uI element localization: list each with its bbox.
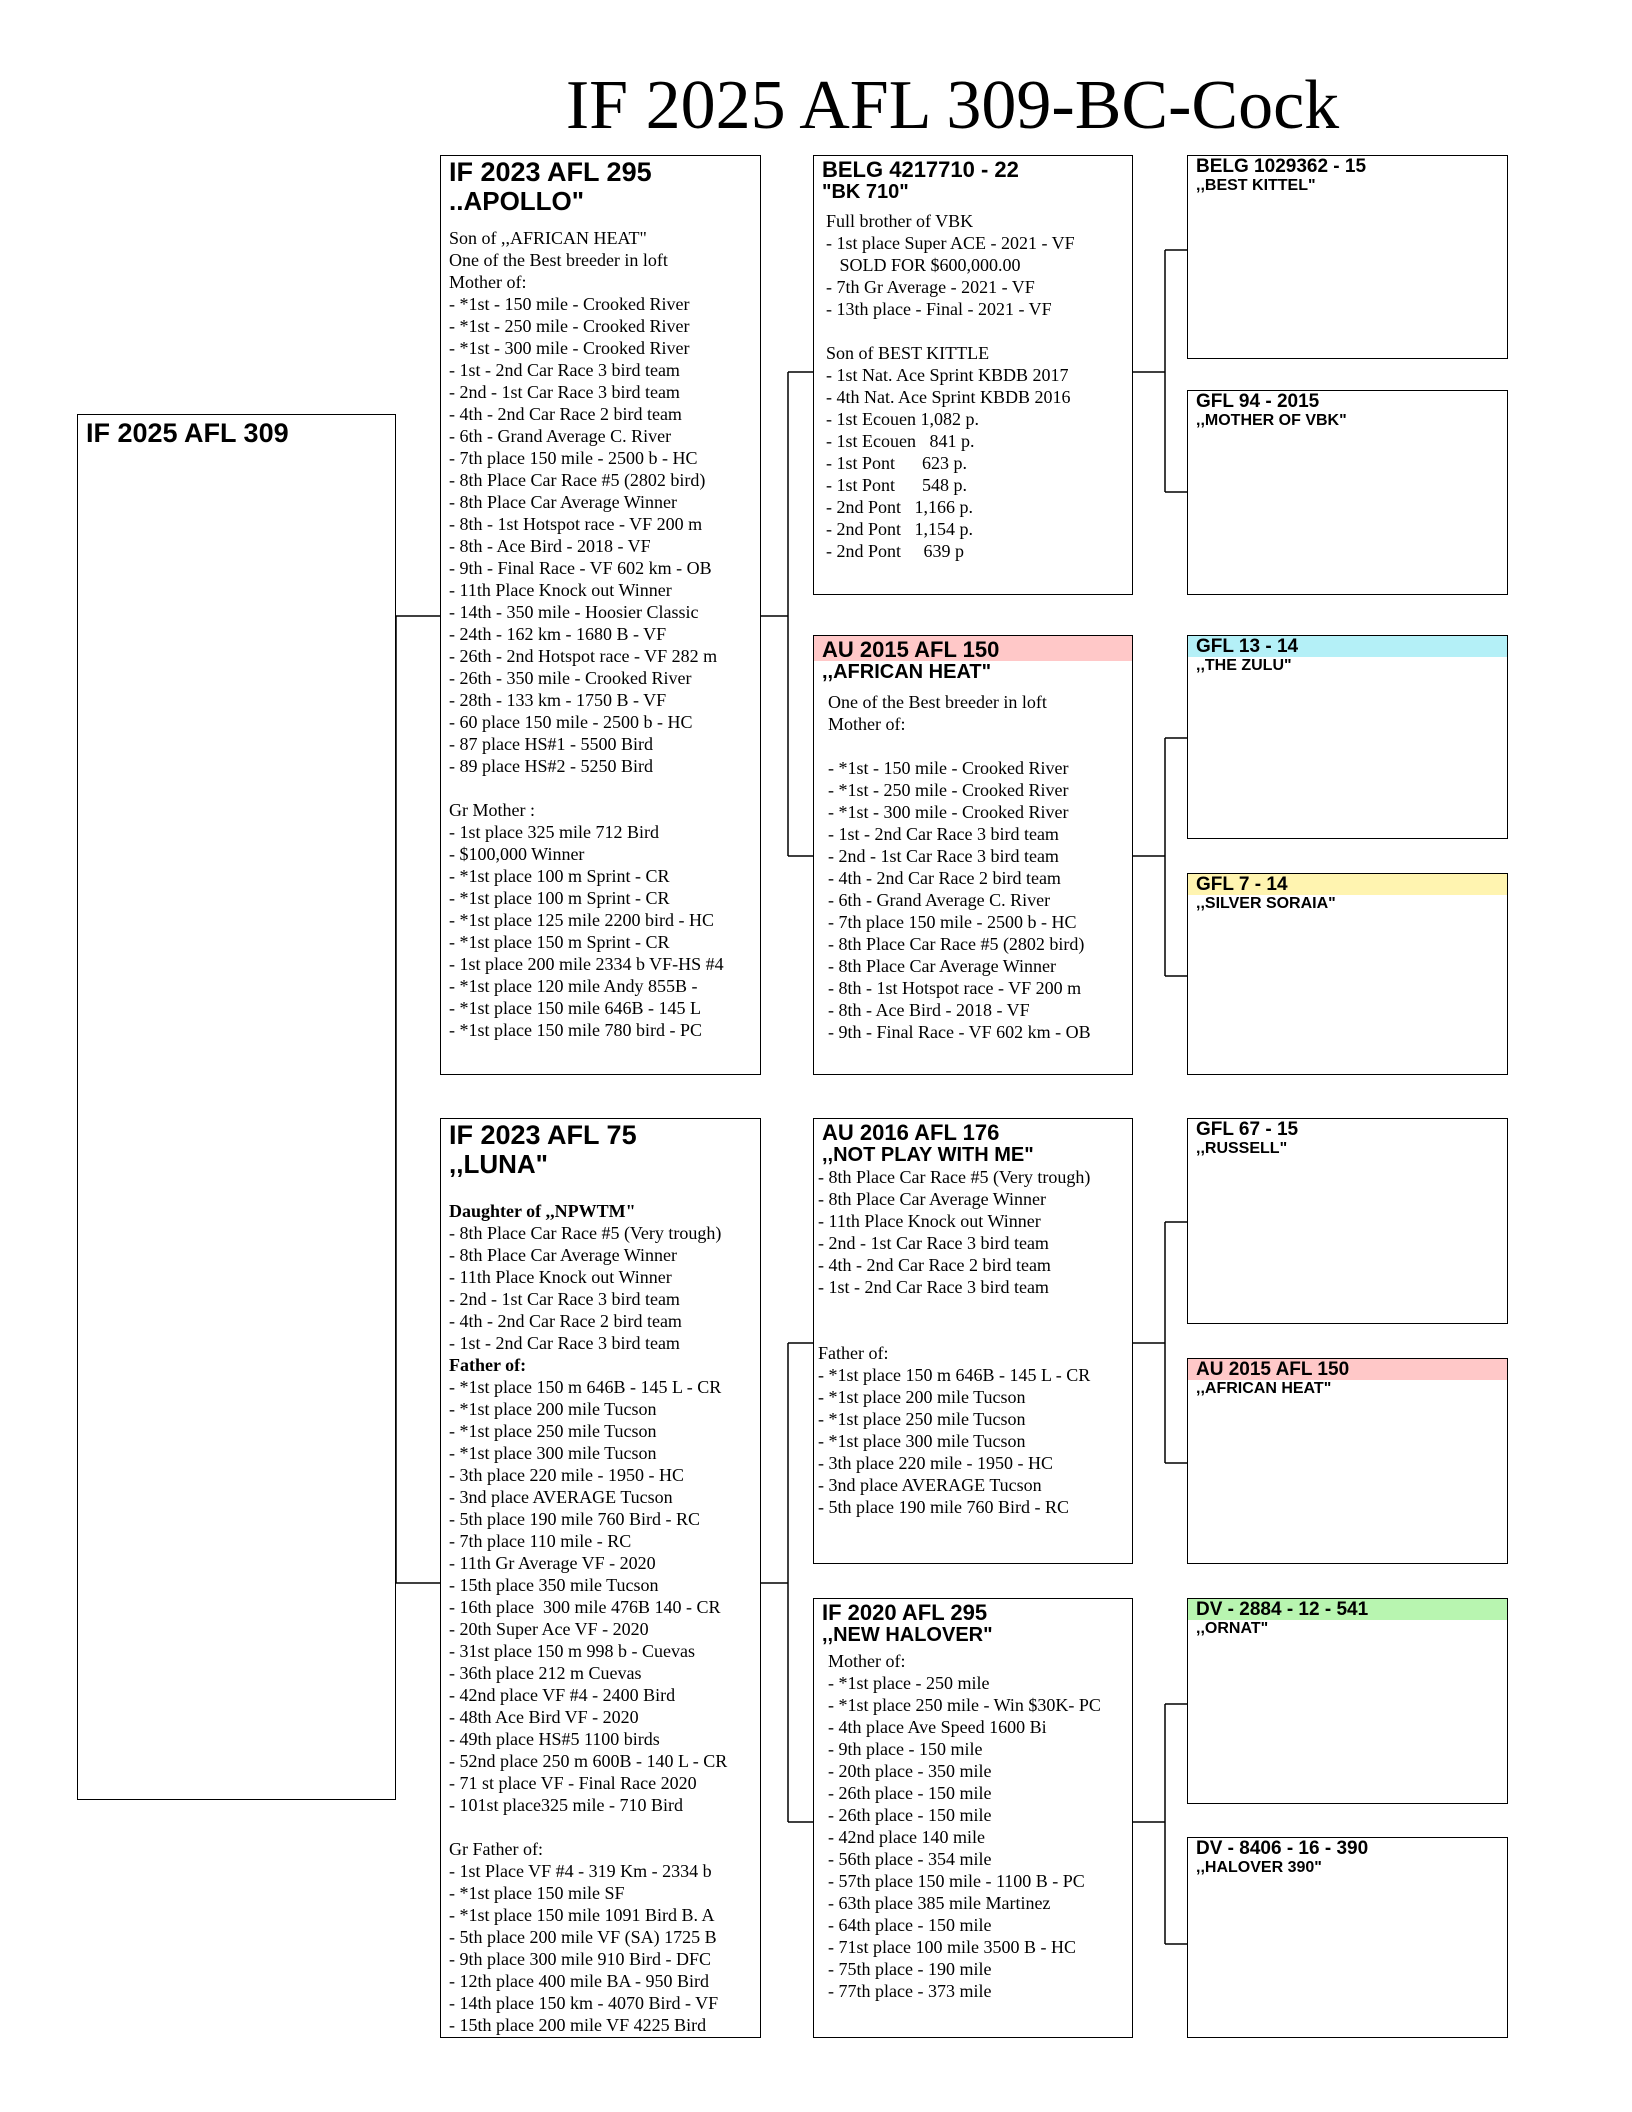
- ggp-box: [1187, 635, 1508, 839]
- note-line: - *1st place 150 mile SF: [449, 1883, 625, 1903]
- note-line: Full brother of VBK: [826, 211, 974, 231]
- gp-ring-number: IF 2020 AFL 295: [822, 1600, 988, 1625]
- note-line: [449, 777, 760, 799]
- note-line: - 8th Place Car Average Winner: [449, 492, 678, 512]
- note-line: - 36th place 212 m Cuevas: [449, 1663, 642, 1683]
- note-line: Gr Mother :: [449, 800, 535, 820]
- gp-name: ,,NEW HALOVER": [822, 1624, 993, 1646]
- note-line: - 3th place 220 mile - 1950 - HC: [449, 1465, 684, 1485]
- note-line: - 2nd Pont 1,166 p.: [826, 497, 974, 517]
- note-line: - 2nd - 1st Car Race 3 bird team: [818, 1233, 1049, 1253]
- note-line: - *1st place 300 mile Tucson: [449, 1443, 657, 1463]
- note-line: One of the Best breeder in loft: [449, 250, 668, 270]
- note-line: - 1st - 2nd Car Race 3 bird team: [818, 1277, 1049, 1297]
- note-line: - *1st place 250 mile - Win $30K- PC: [828, 1695, 1101, 1715]
- gp-name: ,,NOT PLAY WITH ME": [822, 1144, 1034, 1166]
- note-line: - 1st place 325 mile 712 Bird: [449, 822, 659, 842]
- gp-ring-number: AU 2016 AFL 176: [822, 1120, 1000, 1145]
- note-line: - 63th place 385 mile Martinez: [828, 1893, 1051, 1913]
- note-line: - 1st Nat. Ace Sprint KBDB 2017: [826, 365, 1069, 385]
- note-line: - *1st place 150 m Sprint - CR: [449, 932, 670, 952]
- ggp-box: [1187, 1358, 1508, 1564]
- ggp-box: [1187, 1118, 1508, 1324]
- note-line: - 4th - 2nd Car Race 2 bird team: [828, 868, 1061, 888]
- ggp-box: [1187, 390, 1508, 595]
- note-line: Father of:: [818, 1343, 889, 1363]
- ggp-box: [1187, 873, 1508, 1075]
- note-line: - 5th place 200 mile VF (SA) 1725 B: [449, 1927, 717, 1947]
- ggp-ring-number: GFL 94 - 2015: [1196, 391, 1320, 412]
- note-line: - 15th place 350 mile Tucson: [449, 1575, 659, 1595]
- note-line: - 9th - Final Race - VF 602 km - OB: [828, 1022, 1091, 1042]
- note-line: - 8th Place Car Race #5 (2802 bird): [449, 470, 706, 490]
- gp-notes: [814, 1166, 1132, 1518]
- ggp-ring-number: GFL 67 - 15: [1196, 1119, 1299, 1140]
- note-line: SOLD FOR $600,000.00: [826, 255, 1021, 275]
- note-line: - 28th - 133 km - 1750 B - VF: [449, 690, 667, 710]
- gp-ring-number: AU 2015 AFL 150: [814, 636, 1132, 661]
- ggp-ring-number: DV - 8406 - 16 - 390: [1196, 1838, 1369, 1859]
- page-title: IF 2025 AFL 309-BC-Cock: [565, 67, 1340, 144]
- ggp-name: ,,RUSSELL": [1196, 1140, 1288, 1157]
- note-line: - 13th place - Final - 2021 - VF: [826, 299, 1052, 319]
- gp-name: ,,AFRICAN HEAT": [822, 661, 992, 683]
- note-line: - 6th - Grand Average C. River: [449, 426, 672, 446]
- note-line: - 14th - 350 mile - Hoosier Classic: [449, 602, 699, 622]
- note-line: - 31st place 150 m 998 b - Cuevas: [449, 1641, 695, 1661]
- ggp-box: [1187, 1598, 1508, 1804]
- note-line: - 1st - 2nd Car Race 3 bird team: [828, 824, 1059, 844]
- note-line: - 8th Place Car Average Winner: [818, 1189, 1047, 1209]
- note-line: - 9th place 300 mile 910 Bird - DFC: [449, 1949, 711, 1969]
- note-line: [826, 320, 1132, 342]
- note-line: - 1st Pont 623 p.: [826, 453, 968, 473]
- note-line: - 4th - 2nd Car Race 2 bird team: [818, 1255, 1051, 1275]
- note-line: - *1st place 150 mile 646B - 145 L: [449, 998, 701, 1018]
- sire-ring-number: IF 2023 AFL 295: [449, 157, 652, 187]
- note-line: - 8th Place Car Race #5 (2802 bird): [828, 934, 1085, 954]
- note-line: Mother of:: [449, 272, 527, 292]
- gp-ring-number: BELG 4217710 - 22: [822, 157, 1019, 182]
- note-line: - 8th Place Car Race #5 (Very trough): [449, 1223, 722, 1243]
- note-line: - 8th - Ace Bird - 2018 - VF: [828, 1000, 1030, 1020]
- ggp-box: [1187, 155, 1508, 359]
- note-line: Son of ,,AFRICAN HEAT": [449, 228, 647, 248]
- gp-notes: [814, 1650, 1132, 2002]
- note-line: - *1st place 100 m Sprint - CR: [449, 888, 670, 908]
- note-line: - 16th place 300 mile 476B 140 - CR: [449, 1597, 721, 1617]
- note-line: One of the Best breeder in loft: [828, 692, 1047, 712]
- ggp-name: ,,THE ZULU": [1196, 657, 1292, 674]
- note-line: - 101st place325 mile - 710 Bird: [449, 1795, 683, 1815]
- note-line: Daughter of ,,NPWTM": [449, 1201, 636, 1221]
- note-line: - 1st - 2nd Car Race 3 bird team: [449, 1333, 680, 1353]
- ggp-name: ,,SILVER SORAIA": [1196, 895, 1336, 912]
- note-line: - *1st place 100 m Sprint - CR: [449, 866, 670, 886]
- note-line: - *1st place 250 mile Tucson: [818, 1409, 1026, 1429]
- note-line: - 8th Place Car Average Winner: [828, 956, 1057, 976]
- note-line: - *1st - 300 mile - Crooked River: [449, 338, 690, 358]
- note-line: - 52nd place 250 m 600B - 140 L - CR: [449, 1751, 728, 1771]
- note-line: - *1st - 250 mile - Crooked River: [449, 316, 690, 336]
- note-line: - 20th Super Ace VF - 2020: [449, 1619, 649, 1639]
- note-line: - 8th - Ace Bird - 2018 - VF: [449, 536, 651, 556]
- note-line: - *1st place 200 mile Tucson: [449, 1399, 657, 1419]
- note-line: - 8th Place Car Race #5 (Very trough): [818, 1167, 1091, 1187]
- note-line: - 2nd - 1st Car Race 3 bird team: [449, 382, 680, 402]
- note-line: - 1st Pont 548 p.: [826, 475, 968, 495]
- note-line: Mother of:: [828, 714, 906, 734]
- note-line: - 26th - 350 mile - Crooked River: [449, 668, 692, 688]
- note-line: - 26th place - 150 mile: [828, 1783, 992, 1803]
- granddam-sire-box: [813, 635, 1133, 1075]
- note-line: - 3nd place AVERAGE Tucson: [449, 1487, 673, 1507]
- ggp-name: ,,BEST KITTEL": [1196, 177, 1316, 194]
- note-line: - 3nd place AVERAGE Tucson: [818, 1475, 1042, 1495]
- note-line: - *1st place 120 mile Andy 855B -: [449, 976, 698, 996]
- note-line: - *1st place 150 m 646B - 145 L - CR: [449, 1377, 722, 1397]
- subject-ring-number: IF 2025 AFL 309: [86, 418, 289, 448]
- note-line: - 42nd place VF #4 - 2400 Bird: [449, 1685, 676, 1705]
- subject-box: [77, 414, 396, 1800]
- grandsire-dam-box: [813, 1118, 1133, 1564]
- note-line: - 8th - 1st Hotspot race - VF 200 m: [449, 514, 703, 534]
- note-line: [449, 1816, 760, 1838]
- note-line: - 7th Gr Average - 2021 - VF: [826, 277, 1035, 297]
- gp-notes: [814, 210, 1132, 562]
- granddam-dam-box: [813, 1598, 1133, 2038]
- note-line: - $100,000 Winner: [449, 844, 585, 864]
- note-line: - *1st - 150 mile - Crooked River: [449, 294, 690, 314]
- note-line: - 11th Gr Average VF - 2020: [449, 1553, 656, 1573]
- gp-name: "BK 710": [822, 181, 909, 203]
- note-line: - 11th Place Knock out Winner: [449, 580, 672, 600]
- ggp-name: ,,MOTHER OF VBK": [1196, 412, 1347, 429]
- note-line: - 2nd Pont 1,154 p.: [826, 519, 974, 539]
- note-line: - 4th place Ave Speed 1600 Bi: [828, 1717, 1047, 1737]
- note-line: - 1st place Super ACE - 2021 - VF: [826, 233, 1075, 253]
- ggp-name: ,,AFRICAN HEAT": [1196, 1380, 1332, 1397]
- note-line: - *1st - 300 mile - Crooked River: [828, 802, 1069, 822]
- note-line: - 24th - 162 km - 1680 B - VF: [449, 624, 667, 644]
- note-line: - 1st Ecouen 1,082 p.: [826, 409, 979, 429]
- note-line: - 4th - 2nd Car Race 2 bird team: [449, 404, 682, 424]
- note-line: - 7th place 110 mile - RC: [449, 1531, 632, 1551]
- ggp-box: [1187, 1837, 1508, 2038]
- sire-notes: [441, 227, 760, 1041]
- note-line: [818, 1298, 1132, 1320]
- ggp-ring-number: DV - 2884 - 12 - 541: [1188, 1599, 1507, 1620]
- note-line: - 42nd place 140 mile: [828, 1827, 985, 1847]
- note-line: - *1st place 300 mile Tucson: [818, 1431, 1026, 1451]
- note-line: [449, 1178, 760, 1200]
- note-line: - 71 st place VF - Final Race 2020: [449, 1773, 697, 1793]
- note-line: Gr Father of:: [449, 1839, 543, 1859]
- note-line: - 9th place - 150 mile: [828, 1739, 983, 1759]
- note-line: - 15th place 200 mile VF 4225 Bird: [449, 2015, 707, 2035]
- note-line: - 12th place 400 mile BA - 950 Bird: [449, 1971, 709, 1991]
- note-line: - *1st place 250 mile Tucson: [449, 1421, 657, 1441]
- note-line: - 5th place 190 mile 760 Bird - RC: [818, 1497, 1069, 1517]
- ggp-ring-number: GFL 13 - 14: [1188, 636, 1507, 657]
- note-line: - 7th place 150 mile - 2500 b - HC: [828, 912, 1077, 932]
- note-line: - 11th Place Knock out Winner: [818, 1211, 1041, 1231]
- note-line: - 2nd - 1st Car Race 3 bird team: [828, 846, 1059, 866]
- note-line: - 1st Place VF #4 - 319 Km - 2334 b: [449, 1861, 712, 1881]
- note-line: - 2nd - 1st Car Race 3 bird team: [449, 1289, 680, 1309]
- note-line: - 1st place 200 mile 2334 b VF-HS #4: [449, 954, 724, 974]
- note-line: - *1st place 125 mile 2200 bird - HC: [449, 910, 714, 930]
- note-line: - *1st place 150 mile 780 bird - PC: [449, 1020, 702, 1040]
- note-line: - 87 place HS#1 - 5500 Bird: [449, 734, 653, 754]
- ggp-name: ,,ORNAT": [1196, 1620, 1269, 1637]
- note-line: - 6th - Grand Average C. River: [828, 890, 1051, 910]
- note-line: - 7th place 150 mile - 2500 b - HC: [449, 448, 698, 468]
- note-line: - 4th - 2nd Car Race 2 bird team: [449, 1311, 682, 1331]
- ggp-ring-number: AU 2015 AFL 150: [1188, 1359, 1507, 1380]
- grandsire-sire-box: [813, 155, 1133, 595]
- dam-ring-number: IF 2023 AFL 75: [449, 1120, 637, 1150]
- dam-box: [440, 1118, 761, 2038]
- note-line: - 77th place - 373 mile: [828, 1981, 992, 2001]
- note-line: - *1st place - 250 mile: [828, 1673, 990, 1693]
- note-line: - 2nd Pont 639 p: [826, 541, 965, 561]
- note-line: - 9th - Final Race - VF 602 km - OB: [449, 558, 712, 578]
- note-line: - 8th - 1st Hotspot race - VF 200 m: [828, 978, 1082, 998]
- note-line: - 14th place 150 km - 4070 Bird - VF: [449, 1993, 719, 2013]
- note-line: - 1st - 2nd Car Race 3 bird team: [449, 360, 680, 380]
- note-line: Father of:: [449, 1355, 527, 1375]
- gp-notes: [814, 691, 1132, 1043]
- note-line: - 75th place - 190 mile: [828, 1959, 992, 1979]
- ggp-ring-number: BELG 1029362 - 15: [1196, 156, 1367, 177]
- note-line: Son of BEST KITTLE: [826, 343, 990, 363]
- note-line: - *1st place 150 m 646B - 145 L - CR: [818, 1365, 1091, 1385]
- note-line: - 20th place - 350 mile: [828, 1761, 992, 1781]
- note-line: - 71st place 100 mile 3500 B - HC: [828, 1937, 1076, 1957]
- sire-box: [440, 155, 761, 1075]
- ggp-name: ,,HALOVER 390": [1196, 1859, 1322, 1876]
- note-line: - *1st place 150 mile 1091 Bird B. A: [449, 1905, 715, 1925]
- note-line: - 8th Place Car Average Winner: [449, 1245, 678, 1265]
- note-line: - 11th Place Knock out Winner: [449, 1267, 672, 1287]
- note-line: - 89 place HS#2 - 5250 Bird: [449, 756, 653, 776]
- note-line: - 3th place 220 mile - 1950 - HC: [818, 1453, 1053, 1473]
- note-line: - *1st - 250 mile - Crooked River: [828, 780, 1069, 800]
- note-line: - 56th place - 354 mile: [828, 1849, 992, 1869]
- note-line: - 49th place HS#5 1100 birds: [449, 1729, 660, 1749]
- note-line: - *1st - 150 mile - Crooked River: [828, 758, 1069, 778]
- note-line: [818, 1320, 1132, 1342]
- note-line: - 4th Nat. Ace Sprint KBDB 2016: [826, 387, 1071, 407]
- sire-name: ..APOLLO": [449, 186, 585, 216]
- note-line: - 48th Ace Bird VF - 2020: [449, 1707, 639, 1727]
- note-line: - 5th place 190 mile 760 Bird - RC: [449, 1509, 700, 1529]
- note-line: - 26th - 2nd Hotspot race - VF 282 m: [449, 646, 718, 666]
- note-line: Mother of:: [828, 1651, 906, 1671]
- dam-notes: [441, 1178, 760, 2036]
- note-line: - 1st Ecouen 841 p.: [826, 431, 975, 451]
- note-line: - 64th place - 150 mile: [828, 1915, 992, 1935]
- dam-name: ,,LUNA": [449, 1149, 548, 1179]
- note-line: - *1st place 200 mile Tucson: [818, 1387, 1026, 1407]
- note-line: - 57th place 150 mile - 1100 B - PC: [828, 1871, 1085, 1891]
- note-line: - 26th place - 150 mile: [828, 1805, 992, 1825]
- note-line: - 60 place 150 mile - 2500 b - HC: [449, 712, 693, 732]
- ggp-ring-number: GFL 7 - 14: [1188, 874, 1507, 895]
- note-line: [828, 735, 1132, 757]
